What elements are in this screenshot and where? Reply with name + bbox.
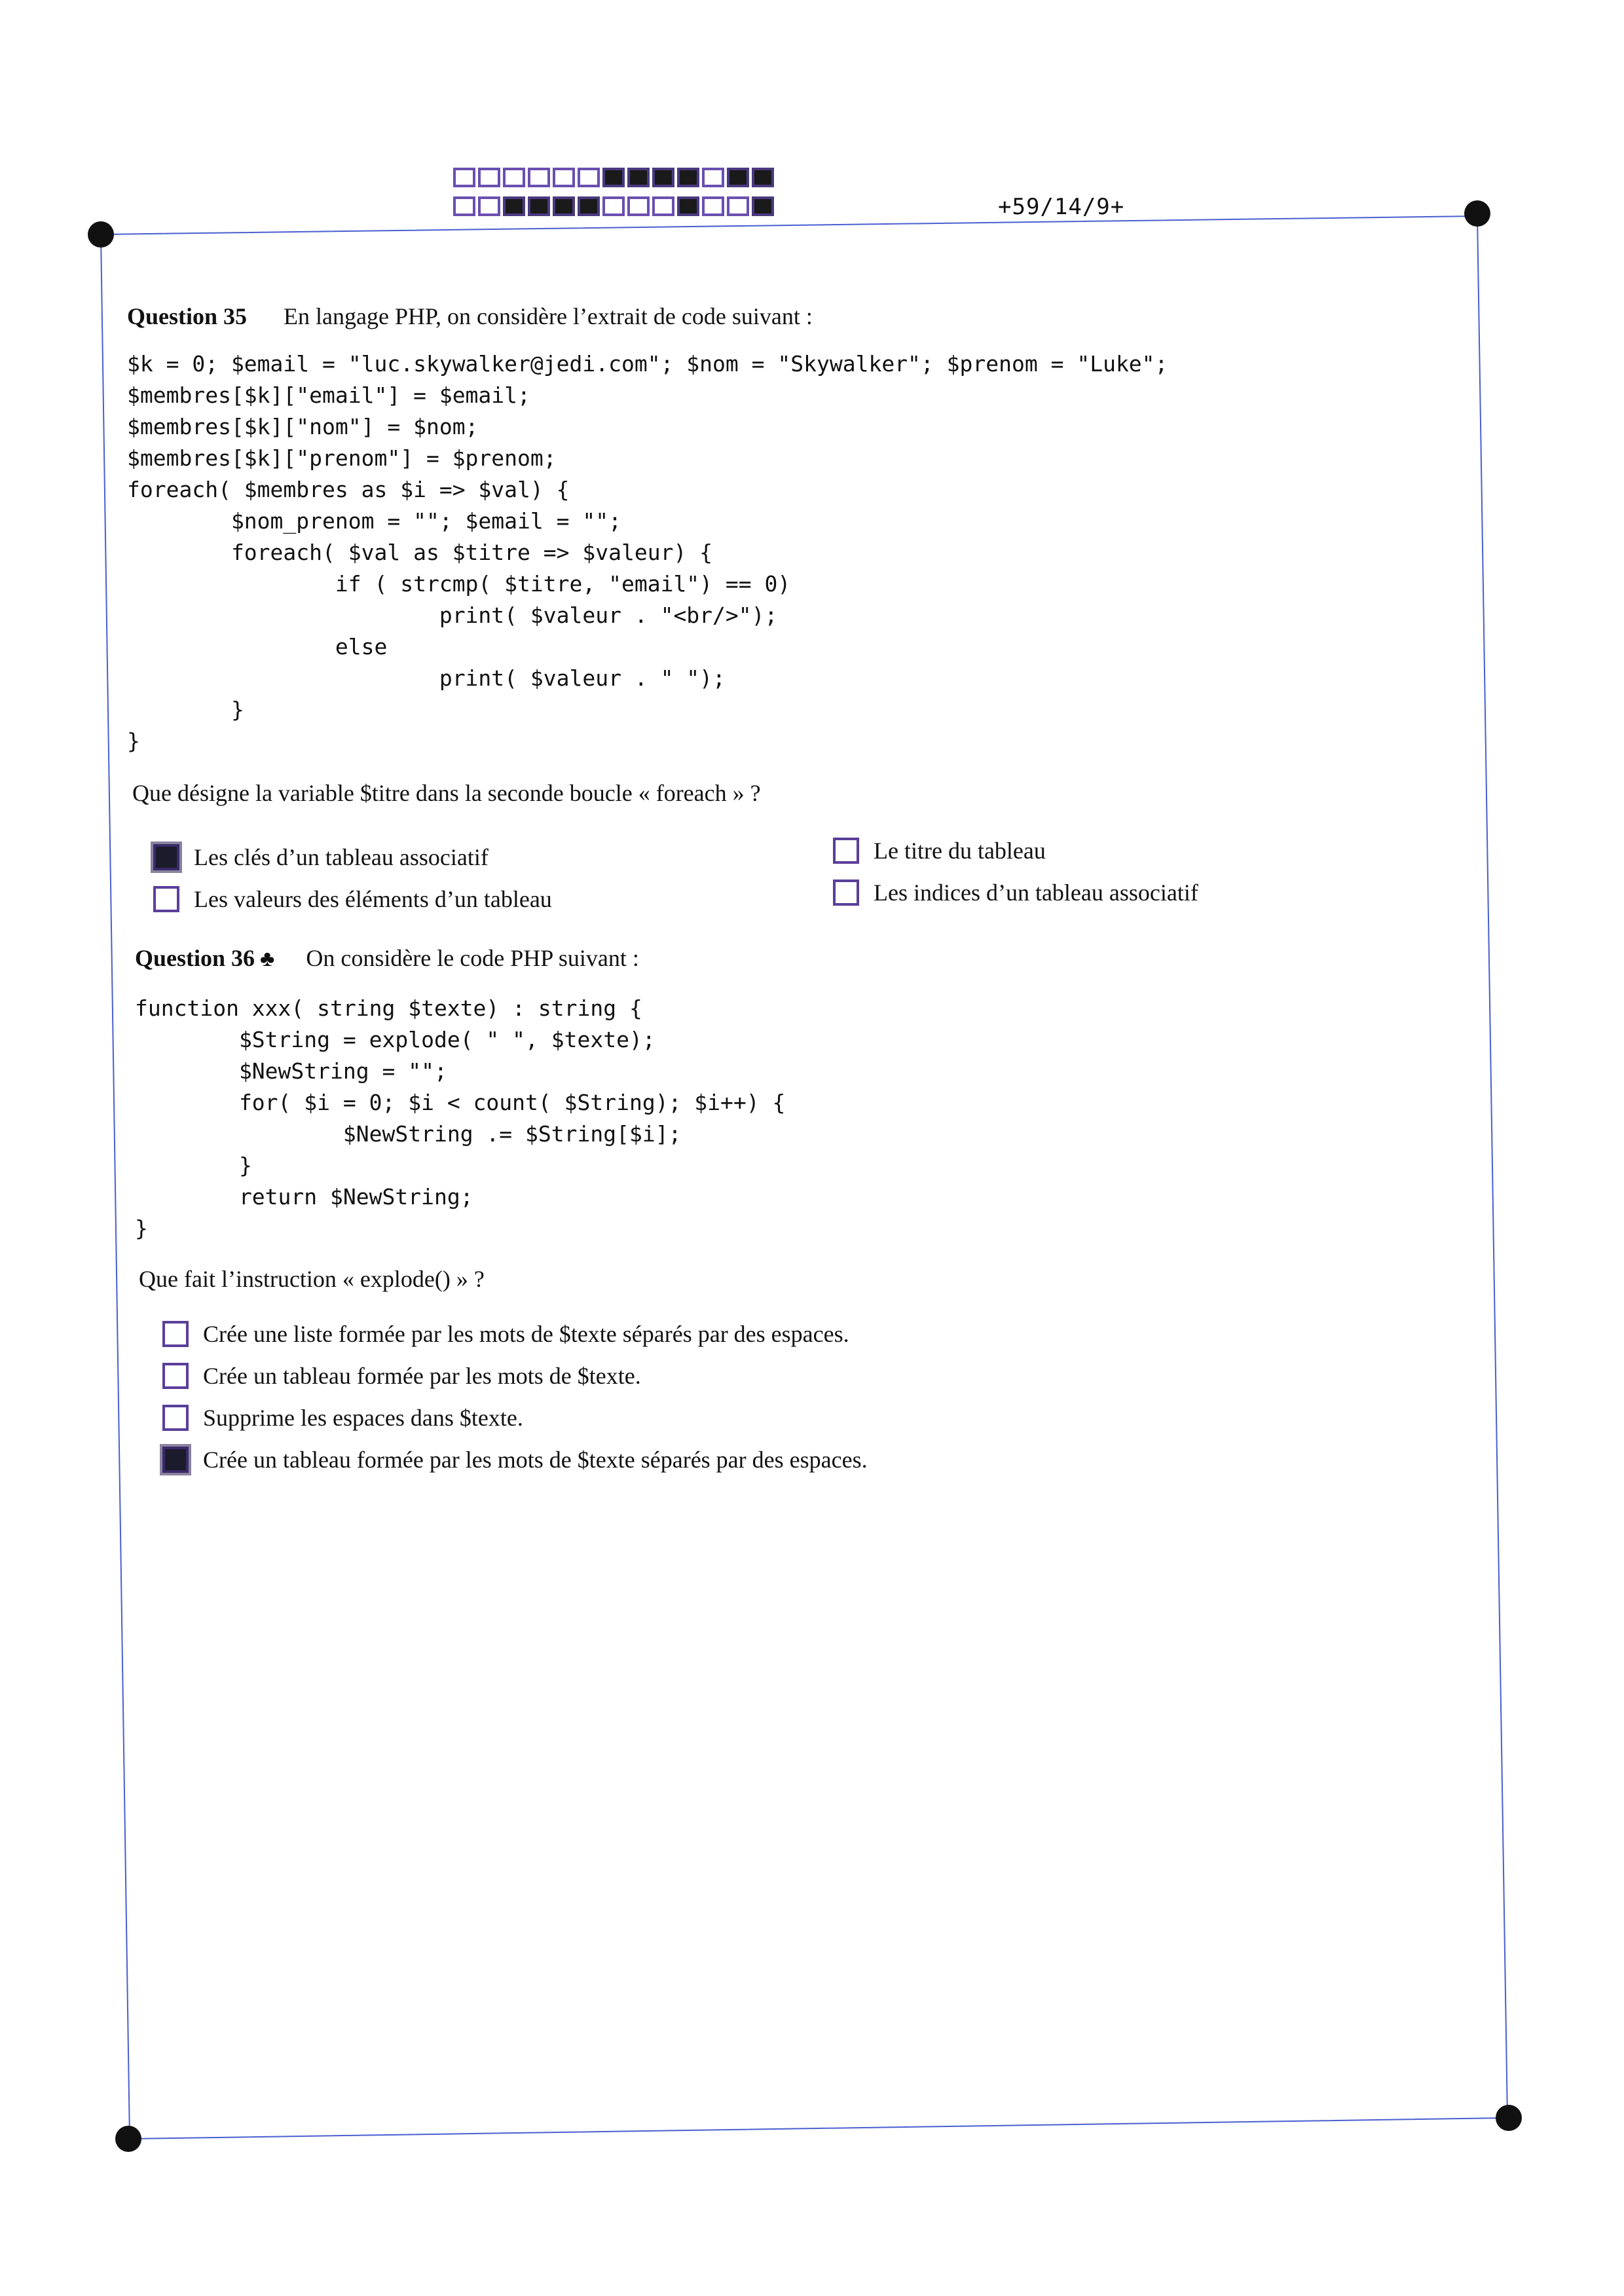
answer-label: Crée un tableau formée par les mots de $texte séparés par des espaces.: [203, 1447, 868, 1473]
question-36-answer-1[interactable]: [162, 1320, 849, 1348]
question-35-answer-3[interactable]: [833, 837, 1046, 864]
barcode-box-empty: [478, 168, 500, 187]
answer-label: Crée un tableau formée par les mots de $texte.: [203, 1363, 641, 1389]
barcode-box-filled: [503, 196, 525, 216]
question-36-answer-2[interactable]: [162, 1362, 641, 1390]
barcode-box-filled: [752, 168, 774, 187]
barcode-box-filled: [602, 168, 625, 187]
answer-label: Supprime les espaces dans $texte.: [203, 1405, 523, 1431]
answer-label: Les indices d’un tableau associatif: [874, 880, 1198, 906]
barcode-box-empty: [453, 196, 475, 216]
question-36-answer-4[interactable]: [162, 1446, 868, 1473]
question-35-answer-4[interactable]: [833, 879, 1198, 906]
question-36-header: [135, 944, 639, 972]
barcode-box-empty: [503, 168, 525, 187]
question-36-code: function xxx( string $texte) : string { $String = explode( " ", $texte); $NewString = ""; for( $i = 0; $i < count( $String); $i++) { $NewString .= $String[$i]; } return $NewString; }: [135, 995, 786, 1241]
barcode-box-empty: [528, 168, 550, 187]
checkbox[interactable]: [162, 1363, 189, 1389]
checkbox[interactable]: [162, 1405, 189, 1431]
checkbox[interactable]: [833, 880, 859, 906]
barcode-box-filled: [652, 168, 674, 187]
barcode-box-filled: [553, 196, 575, 216]
question-36-intro: On considère le code PHP suivant :: [306, 945, 639, 971]
checkbox-checked[interactable]: [162, 1447, 189, 1473]
registration-dot-bottom-right: [1496, 2105, 1522, 2131]
question-35-intro: En langage PHP, on considère l’extrait de code suivant :: [284, 303, 813, 329]
barcode-box-empty: [453, 168, 475, 187]
barcode-box-empty: [702, 168, 724, 187]
registration-dot-top-left: [88, 221, 114, 248]
question-35-answer-2[interactable]: [153, 885, 552, 913]
question-36-prompt: Que fait l’instruction « explode() » ?: [139, 1266, 485, 1292]
checkbox[interactable]: [162, 1321, 189, 1347]
answer-label: Les valeurs des éléments d’un tableau: [194, 886, 552, 912]
question-35-label: Question 35: [127, 303, 248, 329]
barcode-row-bottom: [453, 196, 774, 216]
barcode-box-empty: [602, 196, 625, 216]
question-35-prompt: Que désigne la variable $titre dans la seconde boucle « foreach » ?: [132, 780, 761, 806]
registration-dot-top-right: [1464, 200, 1490, 227]
checkbox[interactable]: [833, 838, 859, 864]
barcode-box-filled: [752, 196, 774, 216]
answer-label: Les clés d’un tableau associatif: [194, 844, 489, 870]
barcode-box-filled: [727, 168, 749, 187]
checkbox[interactable]: [153, 886, 179, 912]
barcode-box-empty: [727, 196, 749, 216]
question-35-answer-1[interactable]: [153, 843, 489, 871]
barcode-box-filled: [528, 196, 550, 216]
barcode-box-filled: [627, 168, 650, 187]
page-code: +59/14/9+: [998, 194, 1125, 220]
answer-label: Le titre du tableau: [874, 838, 1046, 864]
barcode-box-empty: [627, 196, 650, 216]
barcode-box-empty: [478, 196, 500, 216]
barcode-box-empty: [553, 168, 575, 187]
checkbox-checked[interactable]: [153, 844, 179, 870]
registration-dot-bottom-left: [115, 2126, 141, 2152]
question-36-answer-3[interactable]: [162, 1404, 523, 1432]
question-35-code: $k = 0; $email = "luc.skywalker@jedi.com"; $nom = "Skywalker"; $prenom = "Luke"; $membres[$k]["email"] = $email; $membres[$k]["nom"] = $nom; $membres[$k]["prenom"] = $prenom; foreach( $membres as $i => $val) { $nom_prenom = ""; $email = ""; foreach( $val as $titre => $valeur) { if ( strcmp( $titre, "email") == 0) print( $valeur . "<br/>"); else print( $valeur . " "); } }: [127, 351, 1168, 754]
question-35-header: [127, 303, 813, 330]
barcode-box-filled: [677, 168, 699, 187]
barcode-row-top: [453, 168, 774, 187]
barcode-box-empty: [652, 196, 674, 216]
question-36-label: Question 36: [135, 945, 255, 971]
barcode-box-filled: [677, 196, 699, 216]
barcode-box-empty: [702, 196, 724, 216]
barcode-box-filled: [578, 196, 600, 216]
club-icon: ♣: [260, 947, 275, 971]
answer-label: Crée une liste formée par les mots de $texte séparés par des espaces.: [203, 1321, 849, 1347]
barcode-box-empty: [578, 168, 600, 187]
